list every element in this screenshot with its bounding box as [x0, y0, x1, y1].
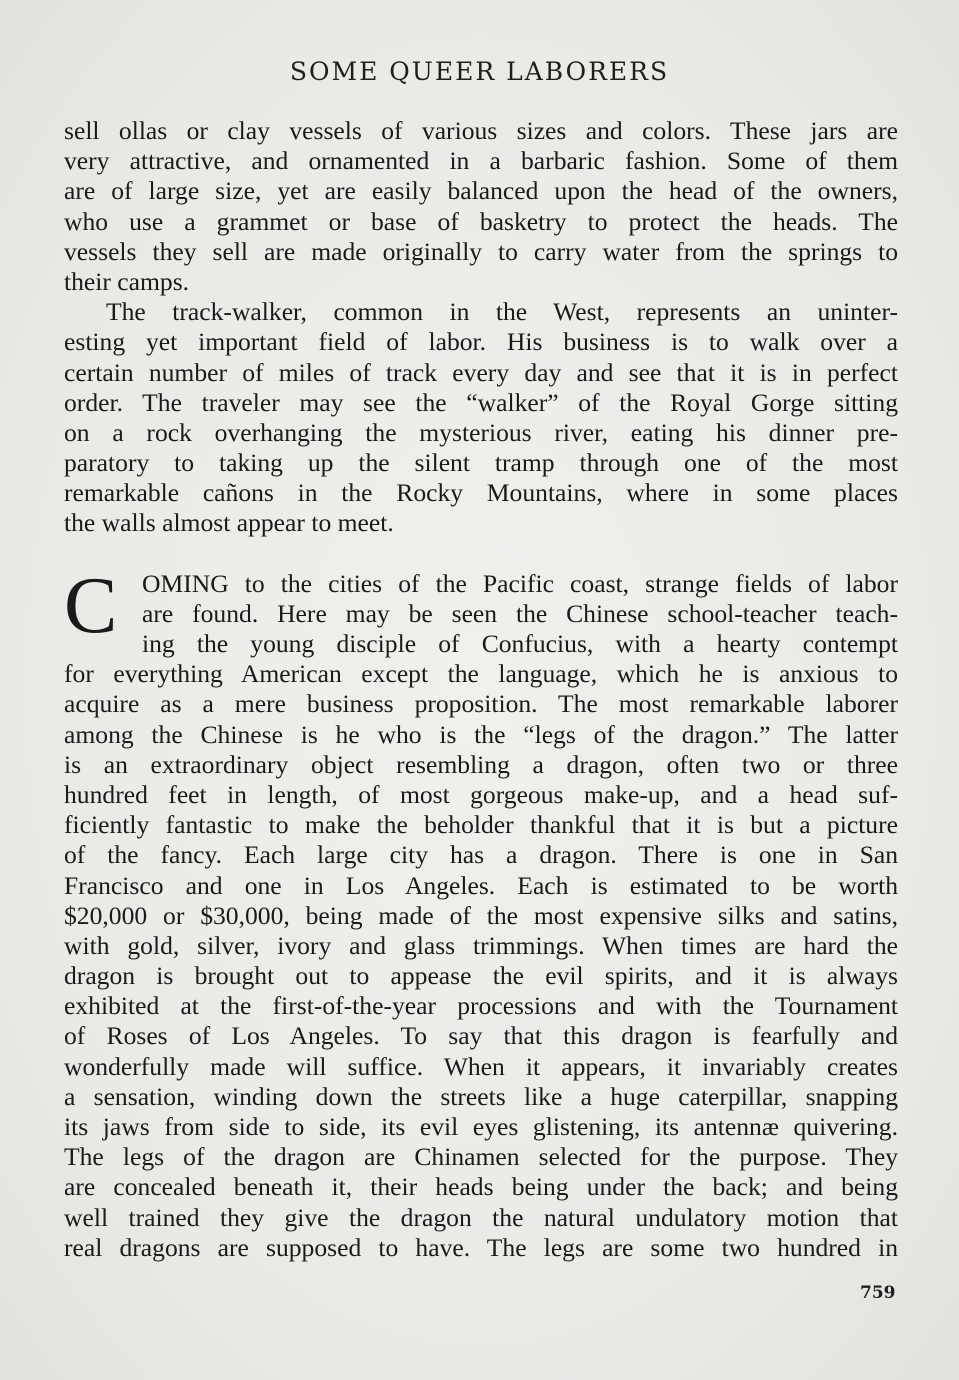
text-line: very attractive, and ornamented in a barbaric fashion. Some of them — [64, 146, 898, 176]
text-line: are concealed beneath it, their heads being under the back; and being — [64, 1172, 898, 1202]
text-line: remarkable cañons in the Rocky Mountains, where in some places — [64, 478, 898, 508]
text-line: Francisco and one in Los Angeles. Each is estimated to be worth — [64, 870, 898, 900]
paragraph-ollas — [64, 116, 898, 297]
text-line: wonderfully made will suffice. When it appears, it invariably creates — [64, 1051, 898, 1081]
text-line: for everything American except the language, which he is anxious to — [64, 659, 898, 689]
text-line: is an extraordinary object resembling a dragon, often two or three — [64, 749, 898, 779]
text-line: order. The traveler may see the “walker” of the Royal Gorge sitting — [64, 387, 898, 417]
text-line: dragon is brought out to appease the evil spirits, and it is always — [64, 961, 898, 991]
text-line: acquire as a mere business proposition. The most remarkable laborer — [64, 689, 898, 719]
text-line: of the fancy. Each large city has a dragon. There is one in San — [64, 840, 898, 870]
page-number: 759 — [860, 1283, 896, 1303]
text-line: sell ollas or clay vessels of various sizes and colors. These jars are — [64, 116, 898, 145]
text-line: ing the young disciple of Confucius, with a hearty contempt — [142, 629, 898, 658]
text-line: vessels they sell are made originally to carry water from the springs to — [64, 236, 898, 266]
paragraph-pacific-coast — [64, 561, 898, 1263]
text-line: its jaws from side to side, its evil eyes glistening, its antennæ quivering. — [64, 1112, 898, 1141]
paragraph-track-walker — [64, 297, 898, 539]
text-line: are found. Here may be seen the Chinese school-teacher teach- — [142, 598, 898, 628]
text-line: with gold, silver, ivory and glass trimmings. When times are hard the — [64, 930, 898, 960]
text-line: paratory to taking up the silent tramp through one of the most — [64, 448, 898, 478]
text-line: real dragons are supposed to have. The legs are some two hundred in — [64, 1232, 898, 1262]
text-line: hundred feet in length, of most gorgeous make-up, and a head suf- — [64, 779, 898, 809]
text-line: exhibited at the first-of-the-year processions and with the Tournament — [64, 991, 898, 1021]
text-line: OMING to the cities of the Pacific coast, strange fields of labor — [142, 568, 898, 598]
text-line: The legs of the dragon are Chinamen selected for the purpose. They — [64, 1142, 898, 1172]
text-line: well trained they give the dragon the natural undulatory motion that — [64, 1202, 898, 1232]
text-line: $20,000 or $30,000, being made of the most expensive silks and satins, — [64, 900, 898, 930]
text-line: who use a grammet or base of basketry to protect the heads. The — [64, 206, 898, 236]
text-line: esting yet important field of labor. His business is to walk over a — [64, 327, 898, 357]
running-head: SOME QUEER LABORERS — [289, 57, 670, 86]
text-line: a sensation, winding down the streets like a huge caterpillar, snapping — [64, 1081, 898, 1111]
text-line: the walls almost appear to meet. — [64, 508, 394, 538]
text-line: among the Chinese is he who is the “legs of the dragon.” The latter — [64, 719, 898, 749]
text-line: ficiently fantastic to make the beholder thankful that it is but a picture — [64, 810, 898, 840]
text-line: certain number of miles of track every day and see that it is in perfect — [64, 357, 898, 387]
text-line: on a rock overhanging the mysterious river, eating his dinner pre- — [64, 417, 898, 447]
drop-cap: C — [64, 561, 118, 650]
text-line: of Roses of Los Angeles. To say that this dragon is fearfully and — [64, 1021, 898, 1051]
body-text — [64, 116, 898, 1263]
text-line: The track-walker, common in the West, represents an uninter- — [106, 297, 898, 327]
text-line: their camps. — [64, 266, 190, 296]
text-line: are of large size, yet are easily balanced upon the head of the owners, — [64, 176, 898, 206]
section-break — [64, 539, 898, 569]
